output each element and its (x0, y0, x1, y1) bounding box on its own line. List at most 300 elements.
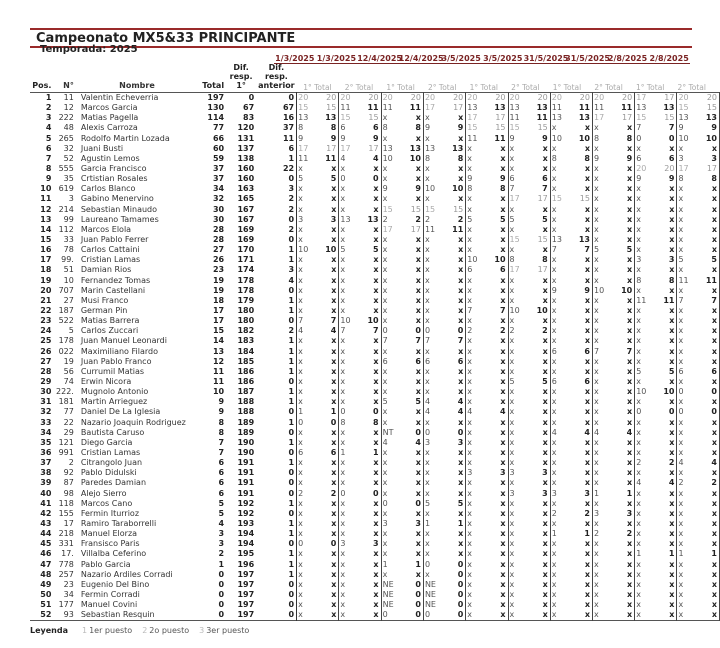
total-points: 15 (212, 326, 225, 336)
heat-total: x (613, 600, 635, 610)
heat-total: x (359, 610, 381, 621)
heat-points: 15 (382, 204, 393, 214)
heat-total: 0 (444, 428, 466, 438)
heat-total: x (402, 194, 424, 204)
diff-to-first: 182 (237, 326, 255, 336)
heat-total: x (486, 357, 508, 367)
heat-total: x (698, 205, 720, 215)
heat-total: x (698, 418, 720, 428)
heat-total: x (529, 428, 551, 438)
heat-total: x (698, 357, 720, 367)
heat-points: x (467, 397, 473, 407)
race-date: 2/8/2025 (649, 54, 689, 63)
heat-total: 17 (444, 103, 466, 113)
heat-total: 2 (571, 509, 593, 519)
heat-points: x (424, 458, 430, 468)
heat-points: x (382, 316, 388, 326)
heat-points: 9 (467, 174, 473, 184)
heat-total: 17 (359, 144, 381, 154)
rider-number: 112 (58, 224, 74, 234)
heat-total: x (359, 225, 381, 235)
heat-points: x (340, 224, 346, 234)
heat-total: x (402, 255, 424, 265)
heat-total: x (613, 377, 635, 387)
rider-name: Fernandez Tomas (80, 275, 151, 285)
heat-total: x (571, 276, 593, 286)
heat-points: x (509, 275, 515, 285)
rider-number: 98 (63, 488, 74, 498)
total-points: 9 (218, 397, 225, 407)
heat-points: x (467, 600, 473, 610)
heat-total: 11 (402, 103, 424, 113)
rider-name: Eugenio Del Bino (80, 579, 150, 589)
heat-points: x (678, 214, 684, 224)
heat-points: x (593, 579, 599, 589)
diff-to-first: 174 (237, 265, 255, 275)
heat-points: x (593, 265, 599, 275)
heat-total: x (317, 438, 339, 448)
heat-points: x (509, 316, 515, 326)
heat-points: x (551, 559, 557, 569)
heat-total: x (359, 265, 381, 275)
heat-total: 10 (613, 286, 635, 296)
heat-total: 4 (571, 428, 593, 438)
heat-total: x (317, 559, 339, 569)
heat-points: 11 (593, 103, 605, 113)
heat-total: x (402, 316, 424, 326)
diff-to-first: 191 (237, 468, 255, 478)
heat-points: x (298, 306, 303, 316)
heat-points: x (467, 194, 473, 204)
table-row (30, 468, 720, 478)
heat-total: x (613, 590, 635, 600)
position: 11 (40, 194, 52, 204)
heat-points: x (298, 518, 303, 528)
heat-points: x (340, 559, 346, 569)
heat-total: 2 (317, 488, 339, 498)
diff-to-first: 138 (237, 153, 255, 163)
heat-points: x (678, 194, 684, 204)
diff-to-first: 160 (237, 174, 255, 184)
heat-points: x (298, 255, 303, 265)
heat-total: x (613, 407, 635, 417)
diff-to-previous: 0 (256, 235, 296, 245)
rider-name: Manuel Elorza (80, 529, 138, 539)
heat-points: x (509, 508, 515, 518)
heat-points: x (382, 417, 388, 427)
rider-number: 93 (63, 610, 74, 620)
heat-total: x (359, 306, 381, 316)
heat-total: 13 (655, 103, 677, 113)
heat-total: x (444, 387, 466, 397)
heat-total: x (317, 225, 339, 235)
heat-total: x (402, 296, 424, 306)
heat-total: x (613, 296, 635, 306)
heat-points: x (636, 529, 641, 539)
position: 46 (40, 549, 52, 559)
rider-name: Cristian Lamas (80, 447, 141, 457)
heat-points: x (509, 447, 515, 457)
heat-points: 1 (636, 549, 642, 559)
heat-total: x (655, 438, 677, 448)
heat-points: x (424, 417, 430, 427)
heat-points: 13 (340, 214, 351, 224)
diff-to-first: 190 (237, 437, 255, 447)
heat-total: x (529, 245, 551, 255)
diff-to-first: 163 (237, 184, 255, 194)
heat-points: x (636, 285, 641, 295)
heat-points: 8 (467, 184, 473, 194)
heat-points: x (467, 478, 473, 488)
heat-points: x (551, 579, 557, 589)
heat-points: x (636, 508, 641, 518)
heat-total: x (613, 144, 635, 154)
heat-total: x (529, 225, 551, 235)
total-points: 32 (212, 194, 225, 204)
heat-points: 11 (382, 103, 393, 113)
rider-name: Alejo Sierro (80, 488, 127, 498)
total-points: 0 (218, 600, 225, 610)
diff-to-previous: 2 (256, 326, 296, 336)
heat-points: x (467, 295, 473, 305)
rider-number: 331 (58, 539, 74, 549)
position: 47 (40, 559, 52, 569)
diff-to-previous: 2 (256, 225, 296, 235)
heat-points: x (593, 539, 599, 549)
table-row (30, 570, 720, 580)
heat-points: x (467, 366, 473, 376)
table-row (30, 286, 720, 296)
heat-total: x (486, 276, 508, 286)
race-date: 3/5/2025 (441, 54, 481, 63)
heat-total: 6 (444, 357, 466, 367)
heat-points: x (551, 306, 557, 316)
heat-total: x (571, 184, 593, 194)
heat-total: 15 (317, 103, 339, 113)
heat-total: x (655, 336, 677, 346)
heat-points: x (424, 275, 430, 285)
heat-points: x (382, 549, 388, 559)
heat-total: x (359, 347, 381, 357)
heat-points: x (298, 529, 303, 539)
table-row (30, 326, 720, 336)
rider-name: Ramiro Taraborrelli (80, 518, 157, 528)
total-points: 6 (218, 468, 225, 478)
heat-points: x (298, 377, 303, 386)
table-row (30, 245, 720, 255)
standings-body (30, 93, 720, 621)
heat-points: 13 (678, 113, 689, 123)
rider-name: Carlos Cattaini (80, 245, 140, 255)
heat-total: 6 (486, 265, 508, 275)
heat-total: 4 (698, 458, 720, 468)
total-points: 3 (218, 529, 225, 539)
heat-points: 17 (636, 93, 647, 103)
rider-number: 74 (63, 377, 74, 386)
diff-to-first: 167 (237, 204, 255, 214)
heat-total: x (655, 286, 677, 296)
heat-total: 6 (529, 174, 551, 184)
race-date: 12/4/2025 (398, 54, 444, 63)
heat-total: x (613, 123, 635, 133)
heat-points: x (509, 478, 515, 488)
heat-total: x (655, 357, 677, 367)
heat-points: 20 (467, 93, 478, 103)
heat-total: x (571, 316, 593, 326)
heat-points: NT (382, 427, 394, 437)
col-dif-prev: Dif. resp. anterior (258, 63, 295, 90)
heat-total: 3 (529, 488, 551, 498)
heat-points: x (340, 204, 346, 214)
heat-total: x (571, 539, 593, 549)
heat-points: x (551, 417, 557, 427)
heat-points: x (678, 447, 684, 457)
heat-total: 11 (444, 225, 466, 235)
heat-points: 5 (382, 397, 388, 407)
heat-total: x (486, 296, 508, 306)
heat-points: x (340, 295, 346, 305)
heat-total: x (486, 164, 508, 174)
rider-name: Carlos Blanco (80, 184, 136, 194)
heat-points: 15 (509, 123, 520, 133)
heat-total: 15 (529, 123, 551, 133)
position: 17 (40, 255, 52, 265)
heat-total: 2 (402, 215, 424, 225)
heat-points: x (298, 478, 303, 488)
heat-total: 8 (529, 255, 551, 265)
heat-total: x (444, 549, 466, 559)
heat-total: 7 (444, 336, 466, 346)
heat-total: x (698, 144, 720, 154)
rider-number: 619 (58, 184, 74, 194)
heat-points: x (340, 346, 346, 356)
table-row (30, 397, 720, 407)
diff-to-previous: 0 (256, 539, 296, 549)
heat-points: x (551, 184, 557, 194)
total-points: 5 (218, 508, 225, 518)
heat-points: x (593, 184, 599, 194)
diff-to-previous: 1 (256, 336, 296, 346)
heat-total: x (359, 580, 381, 590)
rider-name: Garcia Francisco (80, 164, 147, 174)
heat-points: x (593, 407, 599, 417)
heat-points: 7 (467, 306, 473, 316)
diff-to-first: 137 (237, 143, 255, 153)
total-points: 4 (218, 518, 225, 528)
heat-points: x (509, 610, 515, 620)
heat-total: x (359, 387, 381, 397)
heat-points: x (593, 123, 599, 133)
heat-points: x (467, 204, 473, 214)
table-row (30, 174, 720, 184)
heat-points: NE (424, 600, 436, 610)
heat-points: 5 (509, 214, 515, 224)
total-points: 3 (218, 539, 225, 549)
position: 22 (40, 306, 52, 316)
diff-to-first: 186 (237, 377, 255, 386)
heat-total: x (571, 357, 593, 367)
rider-name: Cristian Lamas (80, 255, 141, 265)
heat-total: x (444, 367, 466, 377)
diff-to-previous: 1 (256, 255, 296, 265)
heat-points: x (298, 397, 303, 407)
rider-number: 12 (63, 103, 74, 113)
heat-points: x (551, 447, 557, 457)
heat-total: x (571, 549, 593, 559)
heat-total: x (698, 509, 720, 519)
heat-points: 9 (509, 133, 515, 143)
heat-points: 8 (551, 153, 557, 163)
table-row (30, 509, 720, 519)
heat-total: x (571, 438, 593, 448)
heat-total: x (698, 468, 720, 478)
rider-name: Juan Pablo Ferrer (80, 235, 149, 245)
heat-total: x (698, 235, 720, 245)
table-row (30, 215, 720, 225)
heat-total: 9 (698, 123, 720, 133)
race-date: 1/3/2025 (275, 54, 315, 63)
heat-total: 5 (486, 215, 508, 225)
heat-points: NE (424, 579, 436, 589)
heat-points: x (509, 204, 515, 214)
heat-total: x (486, 245, 508, 255)
heat-total: 17 (402, 225, 424, 235)
rider-number: 11 (63, 93, 74, 103)
total-points: 7 (218, 447, 225, 457)
heat-total: x (317, 580, 339, 590)
position: 43 (40, 518, 52, 528)
rider-number: 3 (68, 194, 74, 204)
rider-name: Marcos Garcia (80, 103, 138, 113)
position: 45 (40, 539, 52, 549)
heat-points: 10 (551, 133, 562, 143)
heat-points: x (509, 529, 515, 539)
heat-total: x (655, 468, 677, 478)
heat-points: x (467, 336, 473, 346)
heat-total: x (359, 336, 381, 346)
heat-total: x (402, 570, 424, 580)
heat-points: 5 (424, 498, 431, 508)
heat-total: x (698, 245, 720, 255)
heat-points: 1 (678, 549, 684, 559)
heat-points: x (678, 377, 684, 386)
heat-total: 6 (655, 154, 677, 164)
heat-total: x (444, 113, 466, 123)
heat-points: x (467, 153, 473, 163)
position: 32 (40, 407, 52, 417)
col-name: Nombre (119, 81, 155, 90)
heat-points: x (593, 610, 599, 620)
heat-total: 9 (655, 174, 677, 184)
heat-points: x (551, 204, 557, 214)
heat-total: 1 (402, 559, 424, 569)
rider-name: Fransisco Paris (80, 539, 140, 549)
diff-to-first: 178 (237, 275, 255, 285)
heat-points: 20 (509, 93, 520, 103)
position: 34 (40, 427, 52, 437)
rider-number: 99 (63, 214, 74, 224)
table-row (30, 134, 720, 144)
heat-total: x (571, 580, 593, 590)
total-points: 1 (218, 559, 225, 569)
total-points: 6 (218, 478, 225, 488)
heat-points: x (509, 498, 515, 508)
heat-total: 0 (444, 326, 466, 336)
heat-points: x (467, 458, 473, 468)
position: 26 (40, 346, 52, 356)
heat-total: x (655, 519, 677, 529)
race-subheader: 1° Total (303, 83, 332, 92)
diff-to-first: 189 (237, 427, 255, 437)
heat-points: x (678, 529, 684, 539)
heat-points: x (382, 539, 388, 549)
diff-to-previous: 1 (256, 418, 296, 428)
total-points: 0 (218, 589, 225, 599)
heat-total: x (529, 438, 551, 448)
heat-total: 9 (613, 154, 635, 164)
heat-total: x (529, 509, 551, 519)
heat-total: 20 (486, 93, 508, 104)
heat-points: x (678, 184, 684, 194)
heat-points: x (467, 508, 473, 518)
rider-name: Bautista Caruso (80, 427, 145, 437)
heat-total: 5 (529, 377, 551, 387)
heat-total: x (359, 367, 381, 377)
race-subheader: 2° Total (677, 83, 706, 92)
diff-to-first: 193 (237, 518, 255, 528)
heat-total: x (698, 580, 720, 590)
total-points: 7 (218, 437, 225, 447)
heat-points: x (340, 478, 346, 488)
heat-total: 1 (571, 529, 593, 539)
heat-total: 0 (402, 610, 424, 621)
heat-total: x (613, 438, 635, 448)
rider-name: Crtistian Rosales (80, 174, 148, 184)
total-points: 26 (212, 255, 225, 265)
heat-points: x (636, 204, 641, 214)
heat-total: x (359, 397, 381, 407)
heat-total: 5 (359, 245, 381, 255)
heat-points: x (509, 336, 515, 346)
race-subheader: 2° Total (511, 83, 540, 92)
diff-to-previous: 3 (256, 184, 296, 194)
diff-to-previous: 0 (256, 174, 296, 184)
position: 52 (40, 610, 52, 620)
heat-points: x (678, 346, 684, 356)
heat-total: x (655, 488, 677, 498)
diff-to-previous: 0 (256, 468, 296, 478)
heat-total: x (317, 387, 339, 397)
table-row (30, 478, 720, 488)
heat-points: 10 (636, 387, 647, 397)
heat-points: x (382, 133, 388, 143)
table-row (30, 336, 720, 346)
heat-points: 0 (340, 174, 346, 184)
heat-total: 6 (698, 367, 720, 377)
heat-total: 15 (571, 194, 593, 204)
heat-total: 15 (444, 205, 466, 215)
diff-to-first: 197 (237, 610, 255, 620)
race-date: 1/3/2025 (316, 54, 357, 63)
heat-points: x (424, 255, 430, 265)
heat-total: x (613, 418, 635, 428)
heat-total: x (698, 225, 720, 235)
heat-total: x (402, 235, 424, 245)
heat-points: x (551, 539, 557, 549)
heat-total: x (402, 265, 424, 275)
table-row (30, 255, 720, 265)
heat-points: x (593, 569, 599, 579)
